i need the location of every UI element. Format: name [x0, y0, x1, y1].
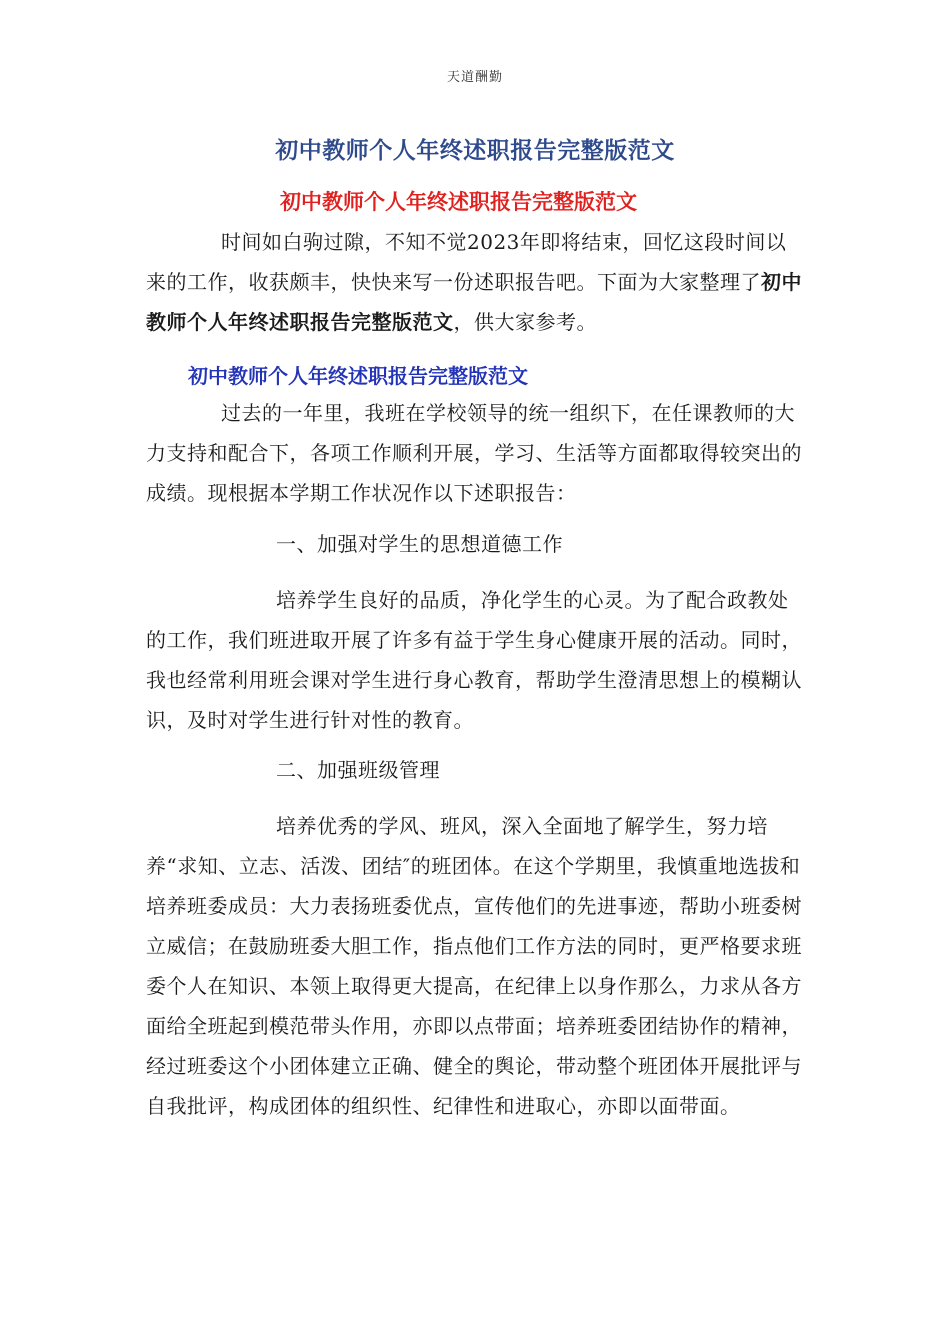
- intro-text-after: ，供大家参考。: [453, 310, 597, 334]
- paragraph-overview: 过去的一年里，我班在学校领导的统一组织下，在任课教师的大力支持和配合下，各项工作顺利开展，学习、生活等方面都取得较突出的成绩。现根据本学期工作状况作以下述职报告：: [146, 401, 802, 505]
- intro-bold-title: 初中教师个人年终述职报告完整版范文: [146, 270, 802, 334]
- page-header: 天道酬勤: [446, 70, 503, 85]
- section-heading-class-management: 二、加强班级管理: [276, 758, 440, 782]
- red-subtitle: 初中教师个人年终述职报告完整版范文: [280, 189, 637, 214]
- intro-paragraph: [146, 222, 806, 342]
- blue-subtitle: 初中教师个人年终述职报告完整版范文: [188, 364, 528, 388]
- section-heading-moral-education: 一、加强对学生的思想道德工作: [276, 532, 563, 556]
- paragraph-moral-education: 培养学生良好的品质，净化学生的心灵。为了配合政教处的工作，我们班进取开展了许多有益于学生身心健康开展的活动。同时，我也经常利用班会课对学生进行身心教育，帮助学生澄清思想上的模糊认识，及时对学生进行针对性的教育。: [146, 588, 802, 732]
- intro-text-before: 时间如白驹过隙，不知不觉2023年即将结束，回忆这段时间以来的工作，收获颇丰，快快来写一份述职报告吧。下面为大家整理了: [146, 230, 787, 294]
- paragraph-class-management: 培养优秀的学风、班风，深入全面地了解学生，努力培养“求知、立志、活泼、团结″的班团体。在这个学期里，我慎重地选拔和培养班委成员：大力表扬班委优点，宣传他们的先进事迹，帮助小班委树立威信；在鼓励班委大胆工作，指点他们工作方法的同时，更严格要求班委个人在知识、本领上取得更大提高，在纪律上以身作那么，力求从各方面给全班起到模范带头作用，亦即以点带面；培养班委团结协作的精神，经过班委这个小团体建立正确、健全的舆论，带动整个班团体开展批评与自我批评，构成团体的组织性、纪律性和进取心，亦即以面带面。: [146, 814, 802, 1118]
- document-title: 初中教师个人年终述职报告完整版范文: [275, 137, 675, 164]
